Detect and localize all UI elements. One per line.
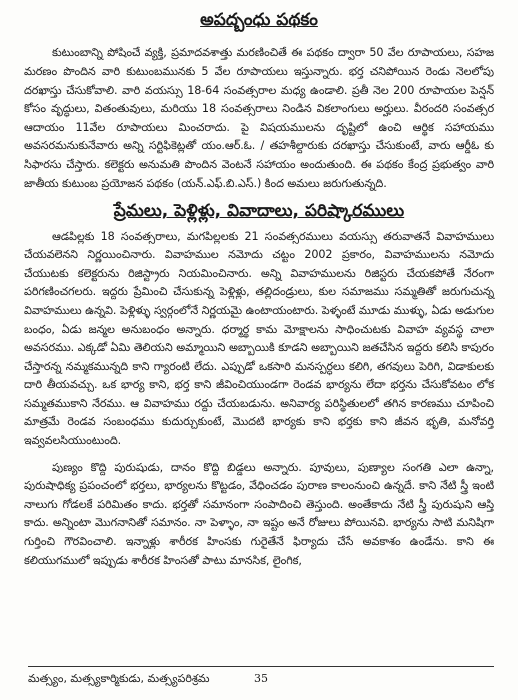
section-title-marriages: ప్రేమలు, పెళ్లిళ్లు, వివాదాలు, పరిష్కారములు <box>113 201 405 222</box>
page-number: 35 <box>254 672 268 685</box>
paragraph-marriage-law: ఆడపిల్లకు 18 సంవత్సరాలు, మగపిల్లలకు 21 సంవత్సరములు వయస్సు తరువాతనే వివాహములు చేయవలెనని నిర్ణయించినారు. వివాహముల నమోదు చట్టం 2002 ప్రకారం, వివాహములను నమోదు చేయుటకు కలెక్టరును రిజిస్ట్రారు నియమించినారు. అన్ని వివాహములను రిజిస్టరు చేయకపోతే నేరంగా పరిగణించగలరు. ఇద్దరు ప్రేమించి చేసుకున్న పెళ్లిళ్లు, తల్లిదండ్రులు, కుల సమాజము సమ్మతితో జరుగుచున్న వివాహములు ఉన్నవి. పెళ్లిళ్ళు స్వర్గంలోనే నిర్ణయమై ఉంటాయంటారు. పెళ్ళంటే మూడు ముళ్ళు, ఏడు అడుగుల బంధం, ఏడు జన్మల అనుబంధం అన్నారు. ధర్మార్థ కామ మోక్షాలను సాధించుటకు వివాహ వ్యవస్థ చాలా అవసరము. ఎక్కడో ఏమి తెలియని అమ్మాయిని అబ్బాయికి కూడని అబ్బాయిని జతచేసిన ఇద్దరు కలిసి కాపురం చేస్తారన్న నమ్మకమున్నది కాని గ్యారంటి లేదు. ఎప్పుడో ఒకసారి మనస్పర్ధలు కలిగి, తగవులు పెరిగి, విడాకులకు దారి తీయవచ్చు. ఒక భార్య కాని, భర్త కాని జీవించియుండగా రెండవ భార్యను లేదా భర్తను చేసుకోవటం లోక సమ్మతముకాని నేరము. ఆ వివాహము రద్దు చేయబడును. అనివార్య పరిస్థితులలో తగిన కారణము చూపించి మాత్రమే రెండవ సంబంధము కుదుర్చుకుంటే, మొదటి భార్యకు కాని భర్తకు కాని జీవన భృతి, మనోవర్తి ఇవ్వవలసియుంటుంది. <box>24 229 494 448</box>
page-footer <box>28 672 494 690</box>
paragraph-women-rights: పుణ్యం కొద్ది పురుషుడు, దానం కొద్ది బిడ్డలు అన్నారు. పూవులు, పుణ్యాల సంగతి ఎలా ఉన్నా, పురుషాధిక్య ప్రపంచంలో భర్తలు, భార్యలను కొట్టడం, వేధించడం పురాణ కాలంనుంచి ఉన్నదే. కాని నేటి స్త్రీ ఇంటి నాలుగు గోడలకే పరిమితం కాదు. భర్తతో సమానంగా సంపాదించి తెస్తుంది. అంతేకాదు నేటి స్త్రీ పురుషుని ఆస్తి కాదు. అన్నింటా మొగనానితో సమానం. నా పెళ్ళాం, నా ఇష్టం అనే రోజులు పోయినవి. భార్యను సాటి మనిషిగా గుర్తించి గౌరవించాలి. ఇన్నాళ్లు శారీరక హింసకు గురైతేనే ఫిర్యాదు చేసే అవకాశం ఉండేను. కాని ఈ కలియుగములో ఇప్పుడు శారీరక హింసతో పాటు మానసిక, లైంగిక, <box>24 460 494 567</box>
footer-book-title: మత్స్యం, మత్స్యకార్మికుడు, మత్స్యపరిశ్రమ <box>28 672 210 685</box>
footer-divider <box>28 666 494 667</box>
section-title-apadbandhu: అపద్బంధు పథకం <box>200 10 318 30</box>
paragraph-apadbandhu: కుటుంబాన్ని పోషించే వ్యక్తి, ప్రమాదవశాత్తు మరణించితే ఈ పథకం ద్వారా 50 వేల రూపాయలు, సహజ మరణం పొందిన వారి కుటుంబమునకు 5 వేల రూపాయలు ఇస్తున్నారు. భర్త చనిపోయిన రెండు నెలలోపు దరఖాస్తు చేసుకోవాలి. వారి వయస్సు 18-64 సంవత్సరాల మధ్య ఉండాలి. ప్రతీ నెల 200 రూపాయల పెన్షన్ కోసం వృద్ధులు, వితంతువులు, మరియు 18 సంవత్సరాలు నిండిన వికలాంగులు అర్హులు. వీరందరి సంవత్సర ఆదాయం 11వేల రూపాయలు మించరాదు. పై విషయములను దృష్టిలో ఉంచి ఆర్థిక సహాయము అవసరమనుకునేవారు అన్ని సర్టిఫికెట్లతో యం.ఆర్.ఓ. / తహశీల్దారుకు దరఖాస్తు చేసుకుంటే, వారు ఆర్డీఓ కు సిఫారసు చేస్తారు. కలెక్టరు అనుమతి పొందిన వెంటనే సహాయం అందుతుంది. ఈ పథకం కేంద్ర ప్రభుత్వం వారి జాతీయ కుటుంబ ప్రయోజన పథకం (యన్.ఎఫ్.బి.ఎస్.) కింద అమలు జరుగుతున్నది. <box>24 46 494 190</box>
